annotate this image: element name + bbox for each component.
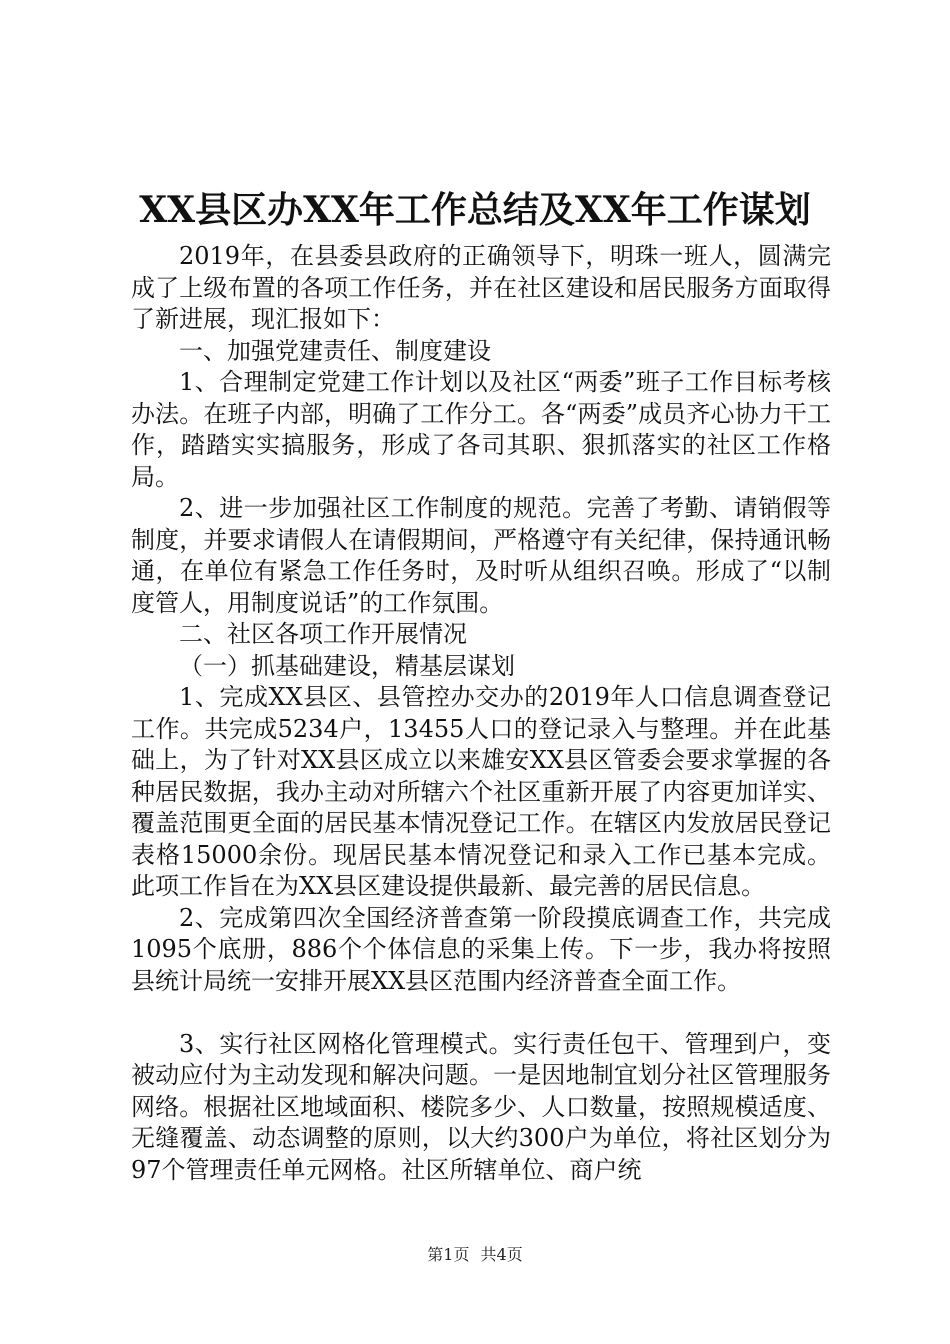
- subsection-heading: （一）抓基础建设，精基层谋划: [179, 651, 515, 680]
- page-footer: [0, 1244, 950, 1266]
- paragraph-gap: [131, 997, 831, 1029]
- paragraph: 1、合理制定党建工作计划以及社区“两委”班子工作目标考核办法。在班子内部，明确了工作分工。各“两委”成员齐心协力干工作，踏踏实实搞服务，形成了各司其职、狠抓落实的社区工作格局。: [131, 368, 831, 491]
- section-heading: 一、加强党建责任、制度建设: [179, 336, 491, 365]
- page-number: 第1页: [427, 1245, 470, 1264]
- document-body: [131, 241, 831, 1186]
- page-total: 共4页: [480, 1245, 523, 1264]
- paragraph: 2019年，在县委县政府的正确领导下，明珠一班人，圆满完成了上级布置的各项工作任务，并在社区建设和居民服务方面取得了新进展，现汇报如下：: [131, 242, 831, 333]
- paragraph: 3、实行社区网格化管理模式。实行责任包干、管理到户，变被动应付为主动发现和解决问题。一是因地制宜划分社区管理服务网络。根据社区地域面积、楼院多少、人口数量，按照规模适度、无缝覆盖、动态调整的原则，以大约300户为单位，将社区划分为97个管理责任单元网格。社区所辖单位、商户统: [131, 1029, 831, 1184]
- paragraph: 2、完成第四次全国经济普查第一阶段摸底调查工作，共完成1095个底册，886个个体信息的采集上传。下一步，我办将按照县统计局统一安排开展XX县区范围内经济普查全面工作。: [131, 903, 831, 995]
- paragraph: 1、完成XX县区、县管控办交办的2019年人口信息调查登记工作。共完成5234户，13455人口的登记录入与整理。并在此基础上，为了针对XX县区成立以来雄安XX县区管委会要求掌握的各种居民数据，我办主动对所辖六个社区重新开展了内容更加详实、覆盖范围更全面的居民基本情况登记工作。在辖区内发放居民登记表格15000余份。现居民基本情况登记和录入工作已基本完成。此项工作旨在为XX县区建设提供最新、最完善的居民信息。: [131, 683, 831, 900]
- section-heading: 二、社区各项工作开展情况: [179, 620, 467, 648]
- paragraph: 2、进一步加强社区工作制度的规范。完善了考勤、请销假等制度，并要求请假人在请假期间，严格遵守有关纪律，保持通讯畅通，在单位有紧急工作任务时，及时听从组织召唤。形成了“以制度管人，用制度说话”的工作氛围。: [131, 494, 831, 617]
- document-title: XX县区办XX年工作总结及XX年工作谋划: [139, 189, 811, 231]
